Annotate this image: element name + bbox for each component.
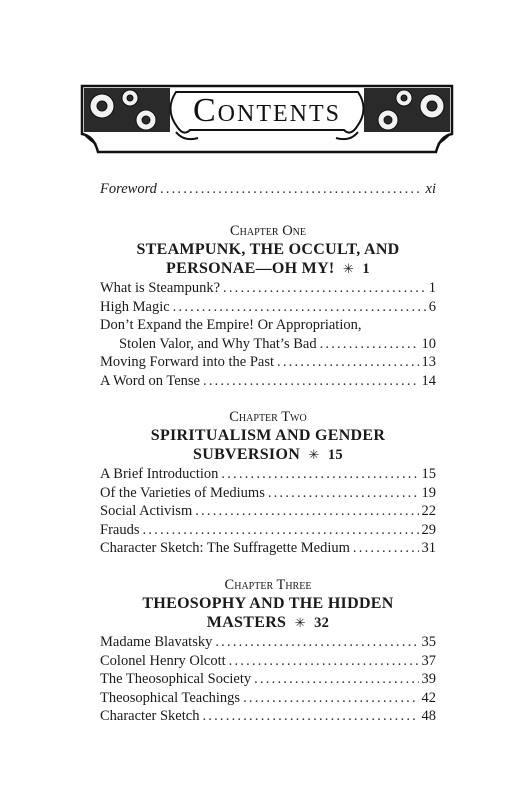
chapter-page: 32	[314, 615, 330, 631]
toc-entry[interactable]	[100, 707, 436, 726]
leader-dots	[223, 279, 426, 298]
chapter-title-line1[interactable]: SPIRITUALISM AND GENDER	[150, 427, 386, 444]
entry-label: What is Steampunk?	[100, 280, 221, 296]
leader-dots	[160, 180, 423, 199]
chapter-title-line1[interactable]: THEOSOPHY AND THE HIDDEN	[142, 595, 394, 612]
chapter-label: Chapter Three	[224, 577, 312, 593]
leader-dots	[221, 465, 418, 484]
contents-banner	[80, 82, 454, 154]
entry-page: 10	[421, 335, 436, 352]
entry-page: xi	[425, 181, 436, 197]
foreword-section	[100, 180, 436, 199]
toc-entry[interactable]	[100, 279, 436, 298]
entry-label: Social Activism	[100, 503, 193, 520]
chapter-title-text: SUBVERSION	[193, 446, 301, 463]
entry-page: 22	[421, 503, 436, 520]
entry-page: 14	[421, 372, 436, 389]
leader-dots	[202, 707, 418, 726]
entry-label: A Word on Tense	[100, 372, 200, 389]
entry-label: A Brief Introduction	[100, 466, 219, 482]
entry-label: High Magic	[100, 298, 170, 315]
entry-page: 1	[428, 280, 436, 296]
chapter-title-text: PERSONAE—OH MY!	[166, 260, 335, 277]
entry-page: 13	[421, 354, 436, 371]
toc-entry[interactable]	[100, 316, 436, 335]
chapter-title-text: MASTERS	[206, 614, 287, 631]
leader-dots	[203, 372, 419, 391]
entry-label: Of the Varieties of Mediums	[100, 484, 265, 501]
entry-label: The Theosophical Society	[100, 671, 252, 688]
entry-label: Don’t Expand the Empire! Or Appropriation,	[100, 317, 362, 334]
leader-dots	[229, 652, 419, 671]
page-title: Contents	[192, 92, 341, 129]
leader-dots	[268, 484, 419, 503]
entry-page: 6	[428, 298, 436, 315]
toc-entry[interactable]	[100, 335, 436, 354]
toc-entry[interactable]	[100, 670, 436, 689]
chapter-title-line1[interactable]: STEAMPUNK, THE OCCULT, AND	[136, 241, 400, 258]
chapter-title-line2[interactable]	[100, 613, 436, 633]
entry-label: Foreword	[100, 181, 157, 197]
leader-dots	[277, 353, 419, 372]
toc-entry[interactable]	[100, 353, 436, 372]
entry-page: 39	[421, 671, 436, 688]
entry-page: 19	[421, 484, 436, 501]
entry-page: 35	[421, 634, 436, 650]
leader-dots	[243, 689, 418, 708]
toc-entry[interactable]	[100, 502, 436, 521]
chapter-one-section	[100, 219, 436, 391]
toc-entry[interactable]	[100, 652, 436, 671]
entry-page: 48	[421, 708, 436, 725]
chapter-title-line2[interactable]	[100, 445, 436, 465]
entry-label: Theosophical Teachings	[100, 689, 241, 706]
leader-dots	[173, 298, 426, 317]
leader-dots	[195, 502, 418, 521]
entry-label: Stolen Valor, and Why That’s Bad	[119, 335, 317, 352]
entry-label: Frauds	[100, 521, 140, 538]
leader-dots	[353, 539, 419, 558]
entry-page: 31	[421, 540, 436, 557]
entry-label: Colonel Henry Olcott	[100, 652, 226, 669]
entry-label: Moving Forward into the Past	[100, 354, 274, 371]
toc-entry[interactable]	[100, 465, 436, 484]
chapter-title-line2[interactable]	[100, 259, 436, 279]
chapter-label: Chapter One	[230, 223, 306, 239]
toc-entry[interactable]	[100, 298, 436, 317]
chapter-two-section	[100, 405, 436, 558]
entry-label: Madame Blavatsky	[100, 634, 213, 650]
toc-entry[interactable]	[100, 372, 436, 391]
entry-label: Character Sketch	[100, 708, 200, 725]
leader-dots	[215, 633, 418, 652]
toc-entry[interactable]	[100, 689, 436, 708]
star-separator-icon: ✳	[294, 615, 306, 630]
entry-page: 15	[421, 466, 436, 482]
chapter-page: 15	[327, 447, 343, 463]
entry-page: 42	[421, 689, 436, 706]
entry-label: Character Sketch: The Suffragette Medium	[100, 540, 350, 557]
entry-page: 29	[421, 521, 436, 538]
entry-page: 37	[421, 652, 436, 669]
toc-entry[interactable]	[100, 484, 436, 503]
leader-dots	[254, 670, 418, 689]
toc-entry[interactable]	[100, 539, 436, 558]
toc-entry[interactable]	[100, 521, 436, 540]
leader-dots	[142, 521, 418, 540]
leader-dots	[320, 335, 419, 354]
star-separator-icon: ✳	[308, 447, 320, 462]
star-separator-icon: ✳	[342, 261, 355, 276]
chapter-page: 1	[362, 261, 370, 277]
toc-entry-foreword[interactable]	[100, 180, 436, 199]
chapter-label: Chapter Two	[229, 409, 307, 425]
chapter-three-section	[100, 573, 436, 726]
toc-entry[interactable]	[100, 633, 436, 652]
